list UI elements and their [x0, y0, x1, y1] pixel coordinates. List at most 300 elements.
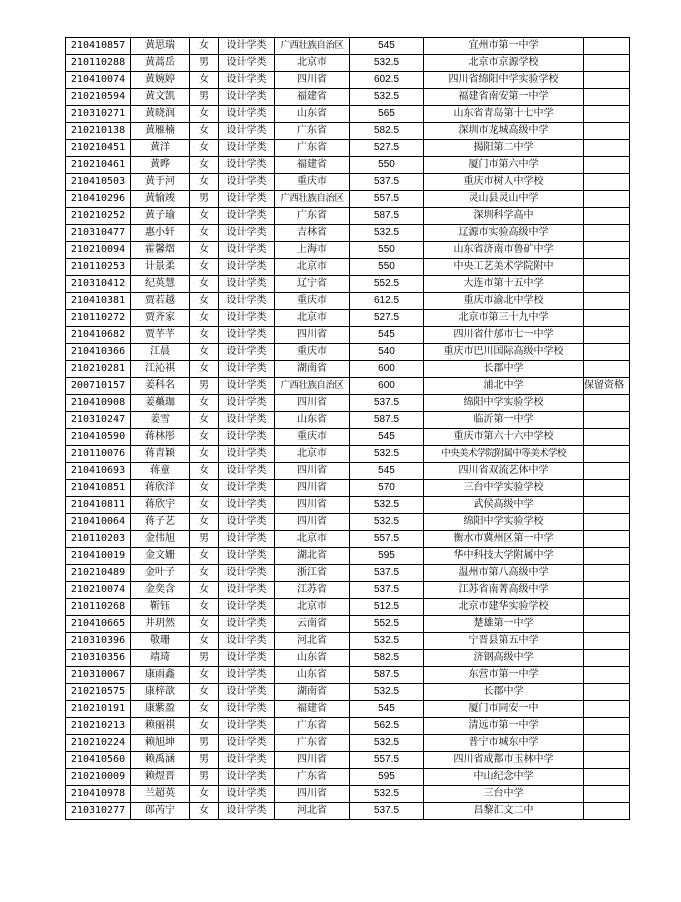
name-cell: 计景柔: [131, 259, 190, 276]
school-cell: 重庆市第六十六中学校: [424, 429, 584, 446]
category-cell: 设计学类: [219, 531, 275, 548]
name-cell: 黄蒿岳: [131, 55, 190, 72]
region-cell: 山东省: [275, 667, 350, 684]
school-cell: 重庆市渝北中学校: [424, 293, 584, 310]
school-cell: 昌黎汇文二中: [424, 803, 584, 820]
note-cell: [584, 667, 630, 684]
student-id-cell: 210410693: [66, 463, 131, 480]
table-row: [66, 667, 630, 684]
name-cell: 蒋子艺: [131, 514, 190, 531]
region-cell: 广东省: [275, 735, 350, 752]
school-cell: 绵阳中学实验学校: [424, 514, 584, 531]
table-row: [66, 123, 630, 140]
school-cell: 中央工艺美术学院附中: [424, 259, 584, 276]
note-cell: [584, 327, 630, 344]
school-cell: 温州市第八高级中学: [424, 565, 584, 582]
region-cell: 北京市: [275, 310, 350, 327]
region-cell: 四川省: [275, 327, 350, 344]
gender-cell: 男: [190, 531, 219, 548]
gender-cell: 女: [190, 327, 219, 344]
category-cell: 设计学类: [219, 752, 275, 769]
student-id-cell: 210110076: [66, 446, 131, 463]
note-cell: [584, 106, 630, 123]
region-cell: 四川省: [275, 480, 350, 497]
region-cell: 四川省: [275, 752, 350, 769]
region-cell: 河北省: [275, 803, 350, 820]
table-row: [66, 191, 630, 208]
note-cell: [584, 803, 630, 820]
gender-cell: 女: [190, 157, 219, 174]
gender-cell: 女: [190, 412, 219, 429]
name-cell: 蒋欣宇: [131, 497, 190, 514]
score-cell: 527.5: [350, 310, 424, 327]
region-cell: 湖南省: [275, 684, 350, 701]
school-cell: 华中科技大学附属中学: [424, 548, 584, 565]
name-cell: 江晨: [131, 344, 190, 361]
school-cell: 楚雄第一中学: [424, 616, 584, 633]
student-id-cell: 210410366: [66, 344, 131, 361]
name-cell: 康雨鑫: [131, 667, 190, 684]
table-row: [66, 361, 630, 378]
student-id-cell: 210110272: [66, 310, 131, 327]
school-cell: 四川省双流艺体中学: [424, 463, 584, 480]
region-cell: 北京市: [275, 531, 350, 548]
student-id-cell: 210310271: [66, 106, 131, 123]
table-row: [66, 225, 630, 242]
region-cell: 四川省: [275, 395, 350, 412]
name-cell: 赖煜晋: [131, 769, 190, 786]
student-id-cell: 210410503: [66, 174, 131, 191]
gender-cell: 女: [190, 174, 219, 191]
name-cell: 黄婉婷: [131, 72, 190, 89]
region-cell: 四川省: [275, 786, 350, 803]
score-cell: 587.5: [350, 208, 424, 225]
name-cell: 兰超英: [131, 786, 190, 803]
note-cell: [584, 174, 630, 191]
name-cell: 赖旭坤: [131, 735, 190, 752]
note-cell: [584, 361, 630, 378]
school-cell: 三台中学实验学校: [424, 480, 584, 497]
student-id-cell: 210410851: [66, 480, 131, 497]
name-cell: 金文姗: [131, 548, 190, 565]
gender-cell: 女: [190, 582, 219, 599]
table-row: [66, 548, 630, 565]
region-cell: 重庆市: [275, 293, 350, 310]
table-body: [66, 38, 630, 820]
gender-cell: 女: [190, 633, 219, 650]
student-id-cell: 210310412: [66, 276, 131, 293]
score-cell: 550: [350, 259, 424, 276]
gender-cell: 男: [190, 735, 219, 752]
note-cell: 保留资格: [584, 378, 630, 395]
category-cell: 设计学类: [219, 123, 275, 140]
gender-cell: 女: [190, 701, 219, 718]
region-cell: 四川省: [275, 463, 350, 480]
note-cell: [584, 208, 630, 225]
name-cell: 郎芮宁: [131, 803, 190, 820]
name-cell: 蒋林彤: [131, 429, 190, 446]
region-cell: 湖南省: [275, 361, 350, 378]
student-id-cell: 210110203: [66, 531, 131, 548]
score-cell: 540: [350, 344, 424, 361]
name-cell: 贾芊芊: [131, 327, 190, 344]
school-cell: 山东省青岛第十七中学: [424, 106, 584, 123]
table-row: [66, 89, 630, 106]
student-id-cell: 210210138: [66, 123, 131, 140]
region-cell: 山东省: [275, 650, 350, 667]
student-id-cell: 210410296: [66, 191, 131, 208]
table-row: [66, 412, 630, 429]
name-cell: 蒋欣洋: [131, 480, 190, 497]
category-cell: 设计学类: [219, 735, 275, 752]
gender-cell: 女: [190, 106, 219, 123]
school-cell: 四川省成都市玉林中学: [424, 752, 584, 769]
note-cell: [584, 259, 630, 276]
student-id-cell: 210110288: [66, 55, 131, 72]
student-id-cell: 210410560: [66, 752, 131, 769]
gender-cell: 男: [190, 378, 219, 395]
note-cell: [584, 735, 630, 752]
student-id-cell: 210210594: [66, 89, 131, 106]
school-cell: 江苏省南菁高级中学: [424, 582, 584, 599]
table-row: [66, 480, 630, 497]
name-cell: 霍馨熠: [131, 242, 190, 259]
table-row: [66, 446, 630, 463]
school-cell: 衡水市冀州区第一中学: [424, 531, 584, 548]
school-cell: 三台中学: [424, 786, 584, 803]
school-cell: 北京市京源学校: [424, 55, 584, 72]
table-row: [66, 140, 630, 157]
region-cell: 广东省: [275, 769, 350, 786]
school-cell: 宁晋县第五中学: [424, 633, 584, 650]
category-cell: 设计学类: [219, 208, 275, 225]
region-cell: 广西壮族自治区: [275, 378, 350, 395]
region-cell: 上海市: [275, 242, 350, 259]
note-cell: [584, 718, 630, 735]
school-cell: 长郡中学: [424, 684, 584, 701]
score-cell: 552.5: [350, 616, 424, 633]
category-cell: 设计学类: [219, 786, 275, 803]
category-cell: 设计学类: [219, 718, 275, 735]
score-cell: 532.5: [350, 89, 424, 106]
score-cell: 600: [350, 378, 424, 395]
name-cell: 赖丽祺: [131, 718, 190, 735]
score-cell: 570: [350, 480, 424, 497]
name-cell: 靳钰: [131, 599, 190, 616]
score-cell: 545: [350, 463, 424, 480]
score-cell: 565: [350, 106, 424, 123]
name-cell: 贾齐家: [131, 310, 190, 327]
gender-cell: 女: [190, 72, 219, 89]
category-cell: 设计学类: [219, 514, 275, 531]
region-cell: 广东省: [275, 140, 350, 157]
school-cell: 普宁市城东中学: [424, 735, 584, 752]
gender-cell: 女: [190, 208, 219, 225]
category-cell: 设计学类: [219, 684, 275, 701]
student-id-cell: 210210224: [66, 735, 131, 752]
gender-cell: 女: [190, 38, 219, 55]
school-cell: 武侯高级中学: [424, 497, 584, 514]
category-cell: 设计学类: [219, 412, 275, 429]
gender-cell: 女: [190, 446, 219, 463]
note-cell: [584, 769, 630, 786]
school-cell: 重庆市巴川国际高级中学校: [424, 344, 584, 361]
score-cell: 537.5: [350, 582, 424, 599]
category-cell: 设计学类: [219, 106, 275, 123]
table-row: [66, 803, 630, 820]
note-cell: [584, 752, 630, 769]
table-row: [66, 735, 630, 752]
note-cell: [584, 599, 630, 616]
score-cell: 562.5: [350, 718, 424, 735]
name-cell: 黄于河: [131, 174, 190, 191]
category-cell: 设计学类: [219, 276, 275, 293]
student-id-cell: 210310277: [66, 803, 131, 820]
gender-cell: 女: [190, 463, 219, 480]
score-cell: 550: [350, 157, 424, 174]
table-row: [66, 718, 630, 735]
note-cell: [584, 514, 630, 531]
score-cell: 532.5: [350, 55, 424, 72]
student-id-cell: 210110253: [66, 259, 131, 276]
gender-cell: 女: [190, 786, 219, 803]
name-cell: 姜雪: [131, 412, 190, 429]
name-cell: 敬珊: [131, 633, 190, 650]
gender-cell: 女: [190, 276, 219, 293]
note-cell: [584, 786, 630, 803]
name-cell: 黄愉竣: [131, 191, 190, 208]
gender-cell: 女: [190, 242, 219, 259]
score-cell: 545: [350, 701, 424, 718]
school-cell: 中央美术学院附属中等美术学校: [424, 446, 584, 463]
student-id-cell: 210310247: [66, 412, 131, 429]
score-cell: 532.5: [350, 225, 424, 242]
table-row: [66, 463, 630, 480]
student-id-cell: 210210094: [66, 242, 131, 259]
note-cell: [584, 140, 630, 157]
region-cell: 重庆市: [275, 174, 350, 191]
name-cell: 黄子瑜: [131, 208, 190, 225]
student-id-cell: 210410064: [66, 514, 131, 531]
score-cell: 552.5: [350, 276, 424, 293]
table-row: [66, 259, 630, 276]
name-cell: 纪英慧: [131, 276, 190, 293]
category-cell: 设计学类: [219, 616, 275, 633]
category-cell: 设计学类: [219, 344, 275, 361]
category-cell: 设计学类: [219, 72, 275, 89]
gender-cell: 男: [190, 89, 219, 106]
note-cell: [584, 412, 630, 429]
table-row: [66, 157, 630, 174]
school-cell: 深圳科学高中: [424, 208, 584, 225]
table-row: [66, 514, 630, 531]
note-cell: [584, 395, 630, 412]
gender-cell: 男: [190, 191, 219, 208]
score-cell: 557.5: [350, 191, 424, 208]
gender-cell: 女: [190, 616, 219, 633]
note-cell: [584, 701, 630, 718]
score-cell: 532.5: [350, 514, 424, 531]
table-row: [66, 582, 630, 599]
category-cell: 设计学类: [219, 38, 275, 55]
region-cell: 湖北省: [275, 548, 350, 565]
student-id-cell: 210310356: [66, 650, 131, 667]
region-cell: 广西壮族自治区: [275, 38, 350, 55]
score-cell: 595: [350, 769, 424, 786]
note-cell: [584, 225, 630, 242]
note-cell: [584, 38, 630, 55]
gender-cell: 女: [190, 225, 219, 242]
school-cell: 宜州市第一中学: [424, 38, 584, 55]
student-id-cell: 210310067: [66, 667, 131, 684]
category-cell: 设计学类: [219, 565, 275, 582]
gender-cell: 男: [190, 769, 219, 786]
note-cell: [584, 55, 630, 72]
student-id-cell: 210410811: [66, 497, 131, 514]
school-cell: 济钢高级中学: [424, 650, 584, 667]
student-id-cell: 210410857: [66, 38, 131, 55]
school-cell: 四川省什邡市七一中学: [424, 327, 584, 344]
category-cell: 设计学类: [219, 361, 275, 378]
table-row: [66, 599, 630, 616]
gender-cell: 女: [190, 480, 219, 497]
note-cell: [584, 276, 630, 293]
region-cell: 四川省: [275, 514, 350, 531]
name-cell: 赖禹涵: [131, 752, 190, 769]
table-row: [66, 684, 630, 701]
name-cell: 黄洋: [131, 140, 190, 157]
gender-cell: 女: [190, 395, 219, 412]
table-row: [66, 378, 630, 395]
region-cell: 北京市: [275, 446, 350, 463]
student-id-cell: 210210074: [66, 582, 131, 599]
region-cell: 广东省: [275, 208, 350, 225]
table-row: [66, 769, 630, 786]
region-cell: 北京市: [275, 55, 350, 72]
gender-cell: 女: [190, 599, 219, 616]
score-cell: 600: [350, 361, 424, 378]
school-cell: 揭阳第二中学: [424, 140, 584, 157]
school-cell: 中山纪念中学: [424, 769, 584, 786]
category-cell: 设计学类: [219, 803, 275, 820]
note-cell: [584, 582, 630, 599]
score-cell: 532.5: [350, 684, 424, 701]
note-cell: [584, 446, 630, 463]
gender-cell: 女: [190, 667, 219, 684]
score-cell: 582.5: [350, 650, 424, 667]
school-cell: 辽源市实验高级中学: [424, 225, 584, 242]
school-cell: 浦北中学: [424, 378, 584, 395]
category-cell: 设计学类: [219, 157, 275, 174]
student-id-cell: 210410074: [66, 72, 131, 89]
student-id-cell: 210410590: [66, 429, 131, 446]
score-cell: 532.5: [350, 497, 424, 514]
student-id-cell: 210410908: [66, 395, 131, 412]
name-cell: 金奕含: [131, 582, 190, 599]
score-cell: 545: [350, 429, 424, 446]
table-row: [66, 344, 630, 361]
score-cell: 537.5: [350, 565, 424, 582]
table-row: [66, 293, 630, 310]
gender-cell: 女: [190, 684, 219, 701]
gender-cell: 女: [190, 344, 219, 361]
category-cell: 设计学类: [219, 480, 275, 497]
school-cell: 四川省绵阳中学实验学校: [424, 72, 584, 89]
region-cell: 吉林省: [275, 225, 350, 242]
score-cell: 527.5: [350, 140, 424, 157]
category-cell: 设计学类: [219, 55, 275, 72]
student-id-cell: 210310477: [66, 225, 131, 242]
student-id-cell: 210210252: [66, 208, 131, 225]
school-cell: 深圳市龙城高级中学: [424, 123, 584, 140]
table-row: [66, 395, 630, 412]
note-cell: [584, 123, 630, 140]
note-cell: [584, 191, 630, 208]
school-cell: 临沂第一中学: [424, 412, 584, 429]
school-cell: 灵山县灵山中学: [424, 191, 584, 208]
table-row: [66, 242, 630, 259]
name-cell: 黄文凯: [131, 89, 190, 106]
gender-cell: 女: [190, 361, 219, 378]
table-row: [66, 310, 630, 327]
score-cell: 532.5: [350, 446, 424, 463]
table-row: [66, 429, 630, 446]
note-cell: [584, 684, 630, 701]
note-cell: [584, 616, 630, 633]
score-cell: 537.5: [350, 803, 424, 820]
score-cell: 582.5: [350, 123, 424, 140]
category-cell: 设计学类: [219, 599, 275, 616]
gender-cell: 男: [190, 752, 219, 769]
student-id-cell: 210210461: [66, 157, 131, 174]
student-id-cell: 210210009: [66, 769, 131, 786]
category-cell: 设计学类: [219, 140, 275, 157]
region-cell: 辽宁省: [275, 276, 350, 293]
student-id-cell: 210410978: [66, 786, 131, 803]
category-cell: 设计学类: [219, 701, 275, 718]
student-id-cell: 210410019: [66, 548, 131, 565]
gender-cell: 女: [190, 548, 219, 565]
note-cell: [584, 72, 630, 89]
school-cell: 长郡中学: [424, 361, 584, 378]
region-cell: 重庆市: [275, 344, 350, 361]
student-id-cell: 210310396: [66, 633, 131, 650]
category-cell: 设计学类: [219, 242, 275, 259]
score-cell: 550: [350, 242, 424, 259]
student-id-cell: 200710157: [66, 378, 131, 395]
score-cell: 557.5: [350, 752, 424, 769]
note-cell: [584, 310, 630, 327]
category-cell: 设计学类: [219, 225, 275, 242]
name-cell: 黄晔: [131, 157, 190, 174]
note-cell: [584, 242, 630, 259]
table-row: [66, 55, 630, 72]
name-cell: 惠小轩: [131, 225, 190, 242]
category-cell: 设计学类: [219, 293, 275, 310]
school-cell: 北京市第三十九中学: [424, 310, 584, 327]
category-cell: 设计学类: [219, 582, 275, 599]
category-cell: 设计学类: [219, 310, 275, 327]
table-row: [66, 565, 630, 582]
table-row: [66, 752, 630, 769]
category-cell: 设计学类: [219, 191, 275, 208]
gender-cell: 男: [190, 650, 219, 667]
school-cell: 厦门市第六中学: [424, 157, 584, 174]
name-cell: 黄晓润: [131, 106, 190, 123]
region-cell: 重庆市: [275, 429, 350, 446]
region-cell: 山东省: [275, 412, 350, 429]
score-cell: 545: [350, 327, 424, 344]
